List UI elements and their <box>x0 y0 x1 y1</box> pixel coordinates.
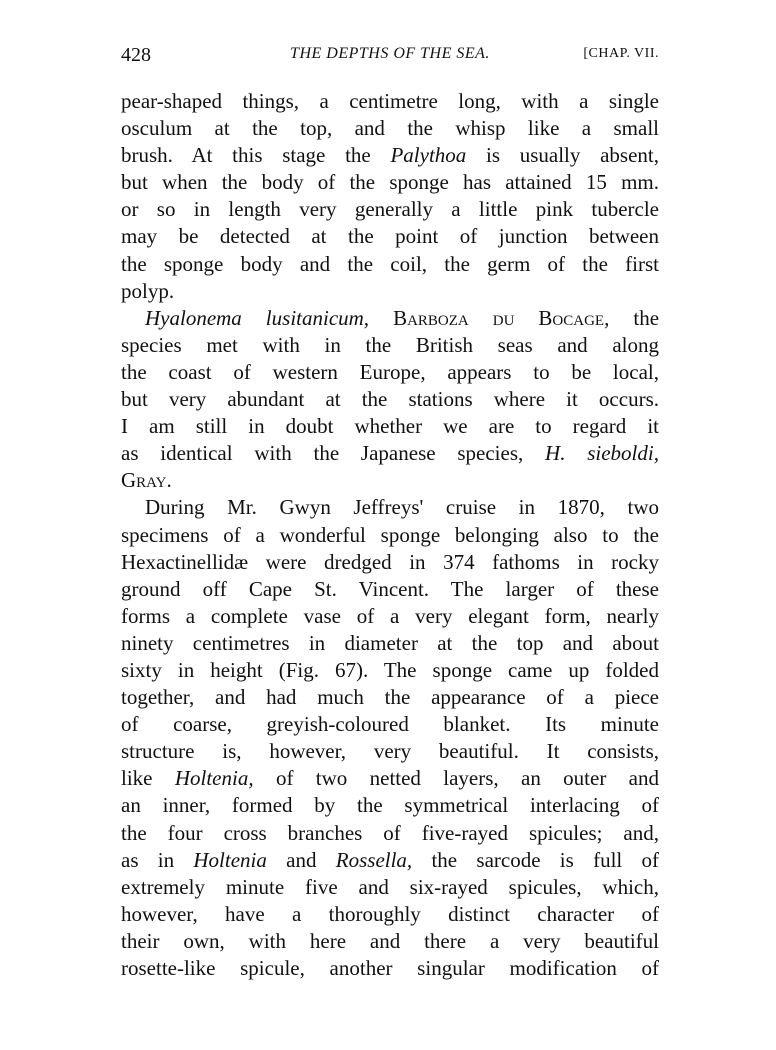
author-name: Barboza du Bocage <box>393 305 605 330</box>
text-line: the sponge body and the coil, the germ of the first <box>121 251 659 276</box>
taxon-name: Holtenia, <box>174 766 254 791</box>
text-line: ground off Cape St. Vincent. The larger of these <box>121 576 659 601</box>
text-line: the coast of western Europe, appears to be local, <box>121 359 659 384</box>
text-line: structure is, however, very beautiful. It consists, <box>121 739 659 764</box>
text-line: During Mr. Gwyn Jeffreys' cruise in 1870, two <box>145 495 659 520</box>
text-line: Hexactinellidæ were dredged in 374 fathoms in rocky <box>121 549 659 574</box>
text-line: an inner, formed by the symmetrical interlacing of <box>121 793 659 818</box>
taxon-name: Rossella, <box>335 847 413 872</box>
running-title: THE DEPTHS OF THE SEA. <box>290 45 490 62</box>
text-line: polyp. <box>121 278 175 303</box>
text-line: as identical with the Japanese species, H. sieboldi, <box>121 441 659 466</box>
text-line: or so in length very generally a little pink tubercle <box>121 197 659 222</box>
taxon-name: H. sieboldi, <box>545 441 659 466</box>
text-line: the four cross branches of five-rayed spicules; and, <box>121 820 659 845</box>
text-line: extremely minute five and six-rayed spicules, which, <box>121 874 659 899</box>
taxon-name: Hyalonema lusitanicum, <box>145 305 370 330</box>
text-line: but very abundant at the stations where it occurs. <box>121 387 659 412</box>
text-line: their own, with here and there a very beautiful <box>121 928 659 953</box>
text-line: like Holtenia, of two netted layers, an outer and <box>121 766 659 791</box>
text-line: pear-shaped things, a centimetre long, with a single <box>121 89 659 113</box>
text-line: together, and had much the appearance of a piece <box>121 685 659 710</box>
text-line: may be detected at the point of junction between <box>121 224 659 249</box>
taxon-name: Holtenia <box>193 847 267 872</box>
text-line: specimens of a wonderful sponge belonging also to the <box>121 522 659 547</box>
text-line: sixty in height (Fig. 67). The sponge came up folded <box>121 657 659 682</box>
text-line: Hyalonema lusitanicum, Barboza du Bocage, the <box>145 305 660 330</box>
text-line: but when the body of the sponge has attained 15 mm. <box>121 170 659 195</box>
body-text <box>121 88 659 982</box>
text-line: I am still in doubt whether we are to regard it <box>121 414 659 439</box>
text-line: forms a complete vase of a very elegant form, nearly <box>121 603 659 628</box>
text-line: however, have a thoroughly distinct character of <box>121 901 659 926</box>
text-line: of coarse, greyish-coloured blanket. Its minute <box>121 712 659 737</box>
author-name: Gray. <box>121 468 172 493</box>
page-header <box>121 44 659 74</box>
text-line: ninety centimetres in diameter at the top and about <box>121 630 659 655</box>
text-line: osculum at the top, and the whisp like a small <box>121 116 659 141</box>
text-line: species met with in the British seas and along <box>121 332 659 357</box>
page-number: 428 <box>121 44 151 66</box>
text-line: rosette-like spicule, another singular modification of <box>121 956 659 980</box>
text-line: as in Holtenia and Rossella, the sarcode is full of <box>121 847 660 872</box>
taxon-name: Palythoa <box>390 143 467 168</box>
text-line: brush. At this stage the Palythoa is usually absent, <box>121 143 659 168</box>
chapter-reference: [CHAP. VII. <box>583 46 659 61</box>
